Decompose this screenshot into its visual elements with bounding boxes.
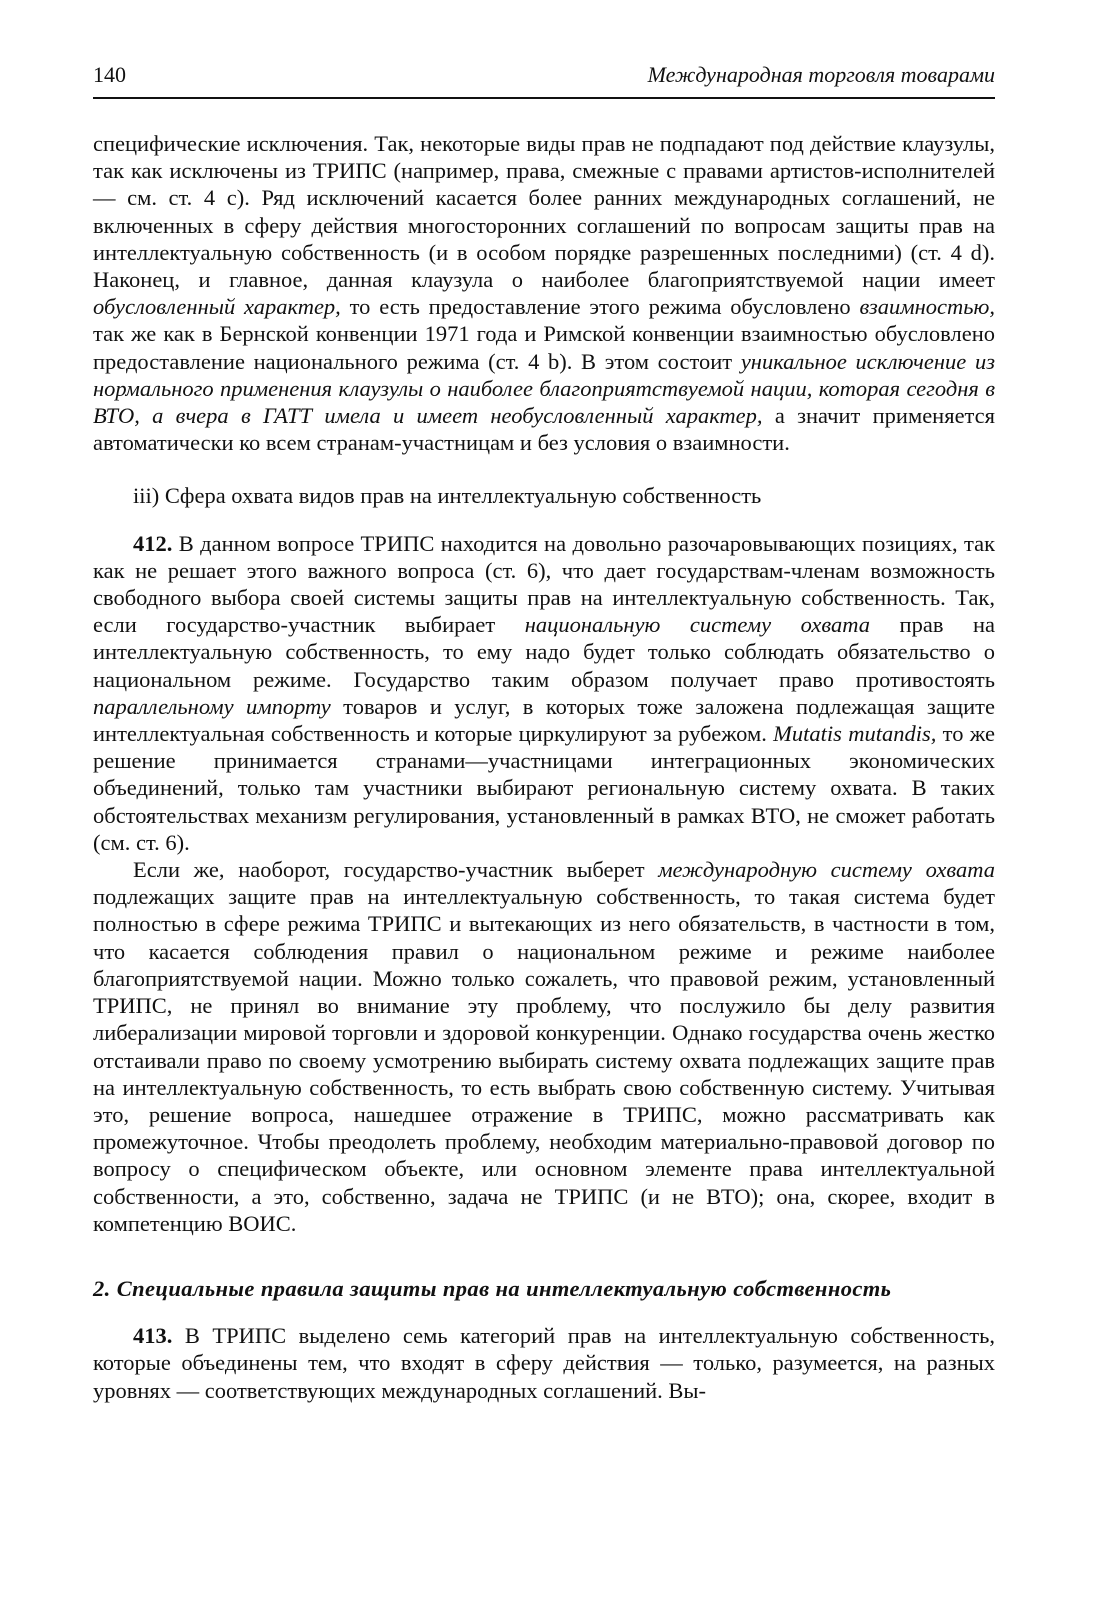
- subsection-heading: iii) Сфера охвата видов прав на интеллектуальную собственность: [133, 483, 762, 509]
- page-number: 140: [93, 62, 126, 87]
- italic-segment: международную систему охвата: [658, 857, 996, 883]
- running-title: Международная торговля товарами: [647, 62, 995, 87]
- italic-segment: Mutatis mutandis,: [773, 721, 937, 747]
- italic-segment: национальную систему охвата: [524, 612, 871, 638]
- text-segment: так же как в Бернской конвенции 1971 года и Римской конвенции взаимностью обусловлено предоставление национального режима (ст. 4 b). В этом состоит: [93, 321, 995, 374]
- italic-segment: параллельному импорту: [93, 693, 331, 719]
- text-segment: специфические исключения. Так, некоторые виды прав не подпадают под действие клаузулы, так как исключены из ТРИПС (например, права, смежные с правами артистов-исполнителей — см. ст. 4 с). Ряд исключений касается более ранних международных соглашений, не включенных в сферу действия многосторонних соглашений по вопросам защиты прав на интеллектуальную собственность (и в особом порядке разрешенных последними) (ст. 4 d). Наконец, и главное, данная клаузула о наиболее благоприятствуемой нации имеет: [93, 131, 995, 293]
- text-segment: товаров и услуг, в которых тоже заложена подлежащая защите интеллектуальная собственность и которые циркулируют за рубежом.: [93, 693, 995, 747]
- text-segment: подлежащих защите прав на интеллектуальную собственность, то такая система будет полностью в сфере режима ТРИПС и вытекающих из него обязательств, в частности в том, что касается соблюдения правил о национальном режиме и режиме наиболее благоприятствуемой нации. Можно только сожалеть, что правовой режим, установленный ТРИПС, не принял во внимание эту проблему, что послужило бы делу развития либерализации мировой торговли и здоровой конкуренции. Однако государства очень жестко отстаивали право по своему усмотрению выбирать систему охвата подлежащих защите прав на интеллектуальную собственность, то есть выбрать свою собственную систему. Учитывая это, решение вопроса, нашедшее отражение в ТРИПС, можно рассматривать как промежуточное. Чтобы преодолеть проблему, необходим материально-правовой договор по вопросу о специфическом объекте, или основном элементе права интеллектуальной собственности, а это, собственно, задача не ТРИПС (и не ВТО); она, скорее, входит в компетенцию ВОИС.: [93, 884, 995, 1236]
- page-header: [93, 60, 995, 96]
- text-segment: а значит применяется автоматически ко всем странам-участницам и без условия о взаимности.: [93, 403, 996, 456]
- text-segment: В данном вопросе ТРИПС находится на довольно разочаровывающих позициях, так как не решает этого важного вопроса (ст. 6), что дает государствам-членам возможность свободного выбора своей системы защиты прав на интеллектуальную собственность. Так, если государство-участник выбирает: [93, 530, 995, 638]
- italic-segment: обусловленный характер,: [93, 294, 341, 320]
- text-segment: то же решение принимается странами—участницами интеграционных экономических объединений, только там участники выбирают региональную систему охвата. В таких обстоятельствах механизм регулирования, установленный в рамках ВТО, не сможет работать (см. ст. 6).: [93, 721, 995, 855]
- paragraph-413: [93, 1322, 995, 1404]
- italic-segment: уникальное исключение из нормального применения клаузулы о наиболее благоприятствуемой нации, которая сегодня в ВТО, а вчера в ГАТТ имела и имеет необусловленный характер,: [93, 348, 995, 429]
- paragraph-412-continued: [93, 856, 995, 1237]
- section-heading: 2. Специальные правила защиты прав на интеллектуальную собственность: [93, 1275, 892, 1301]
- italic-segment: взаимностью,: [859, 294, 995, 320]
- text-segment: Если же, наоборот, государство-участник выберет: [133, 857, 659, 883]
- paragraph-continuation: [93, 130, 995, 456]
- text-segment: то есть предоставление этого режима обусловлено: [340, 294, 860, 320]
- paragraph-number: 413.: [133, 1323, 173, 1349]
- header-rule: [93, 97, 995, 99]
- text-segment: В ТРИПС выделено семь категорий прав на интеллектуальную собственность, которые объединены тем, что входят в сферу действия — только, разумеется, на разных уровнях — соответствующих международных соглашений. Вы-: [93, 1323, 995, 1403]
- text-segment: прав на интеллектуальную собственность, то ему надо будет только соблюдать обязательство о национальном режиме. Государство таким образом получает право противостоять: [93, 612, 995, 692]
- page-body: [93, 130, 995, 1404]
- paragraph-412: [93, 530, 995, 856]
- paragraph-number: 412.: [133, 530, 173, 556]
